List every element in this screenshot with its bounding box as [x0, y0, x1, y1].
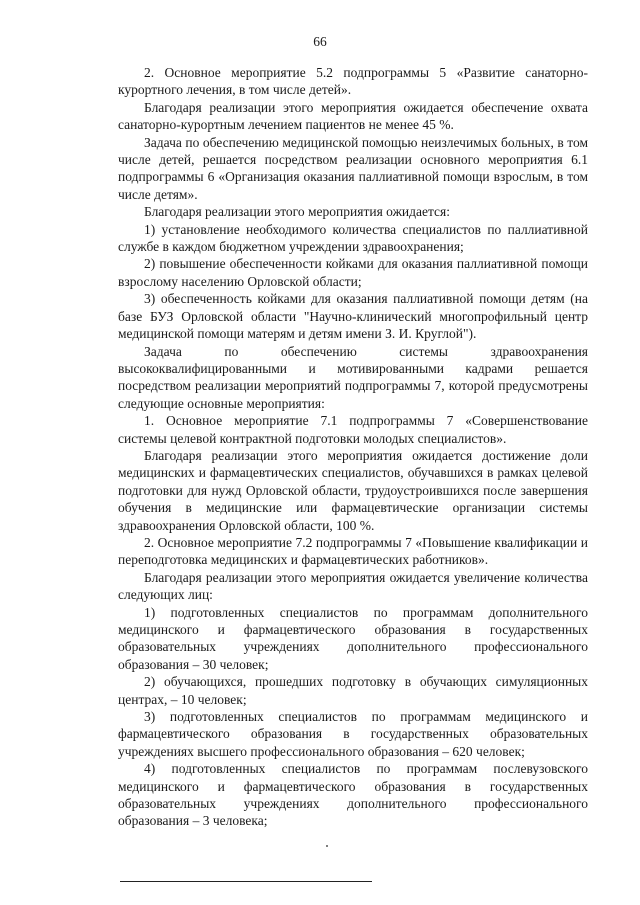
- paragraph: 3) обеспеченность койками для оказания паллиативной помощи детям (на базе БУЗ Орловской области "Научно-клинический многопрофильный центр медицинской помощи матерям и детям имени З. И. Круглой").: [118, 291, 588, 342]
- paragraph: 2) обучающихся, прошедших подготовку в обучающих симуляционных центрах, – 10 человек;: [118, 674, 588, 707]
- paragraph: Благодаря реализации этого мероприятия ожидается увеличение количества следующих лиц:: [118, 569, 588, 603]
- footer-rule: [120, 881, 372, 882]
- paragraph: 2. Основное мероприятие 5.2 подпрограммы 5 «Развитие санаторно-курортного лечения, в том числе детей».: [118, 65, 588, 98]
- paragraph: Благодаря реализации этого мероприятия ожидается достижение доли медицинских и фармацевтических специалистов, обучавшихся в рамках целевой подготовки для нужд Орловской области, трудоустроившихся после завершения обучения в медицинские или фармацевтические организации системы здравоохранения Орловской области, 100 %.: [118, 447, 588, 533]
- paragraph: 1) подготовленных специалистов по программам дополнительного медицинского и фармацевтического образования в государственных образовательных учреждениях дополнительного профессионального образования – 30 человек;: [118, 604, 588, 672]
- paragraph: 4) подготовленных специалистов по программам послевузовского медицинского и фармацевтического образования в государственных образовательных учреждениях дополнительного профессионального образования – 3 человека;: [118, 761, 588, 829]
- page-number: 66: [313, 34, 327, 49]
- scan-artifact-dot: [326, 845, 328, 847]
- paragraph: 1) установление необходимого количества специалистов по паллиативной службе в каждом бюджетном учреждении здравоохранения;: [118, 221, 588, 255]
- document-body: [118, 64, 588, 830]
- paragraph: Благодаря реализации этого мероприятия ожидается:: [144, 204, 450, 220]
- paragraph: Задача по обеспечению медицинской помощью неизлечимых больных, в том числе детей, решается посредством реализации основного мероприятия 6.1 подпрограммы 6 «Организация оказания паллиативной помощи взрослым, в том числе детям».: [118, 134, 588, 202]
- paragraph: 2. Основное мероприятие 7.2 подпрограммы 7 «Повышение квалификации и переподготовка медицинских и фармацевтических работников».: [118, 534, 588, 568]
- paragraph: Задача по обеспечению системы здравоохранения высококвалифицированными и мотивированными кадрами решается посредством реализации мероприятий подпрограммы 7, которой предусмотрены следующие основные мероприятия:: [118, 343, 588, 411]
- paragraph: 3) подготовленных специалистов по программам медицинского и фармацевтического образования в государственных образовательных учреждениях высшего профессионального образования – 620 человек;: [118, 709, 588, 759]
- paragraph: Благодаря реализации этого мероприятия ожидается обеспечение охвата санаторно-курортным лечением пациентов не менее 45 %.: [118, 99, 588, 133]
- paragraph: 2) повышение обеспеченности койками для оказания паллиативной помощи взрослому населению Орловской области;: [118, 256, 588, 289]
- paragraph: 1. Основное мероприятие 7.1 подпрограммы 7 «Совершенствование системы целевой контрактной подготовки молодых специалистов».: [118, 413, 588, 446]
